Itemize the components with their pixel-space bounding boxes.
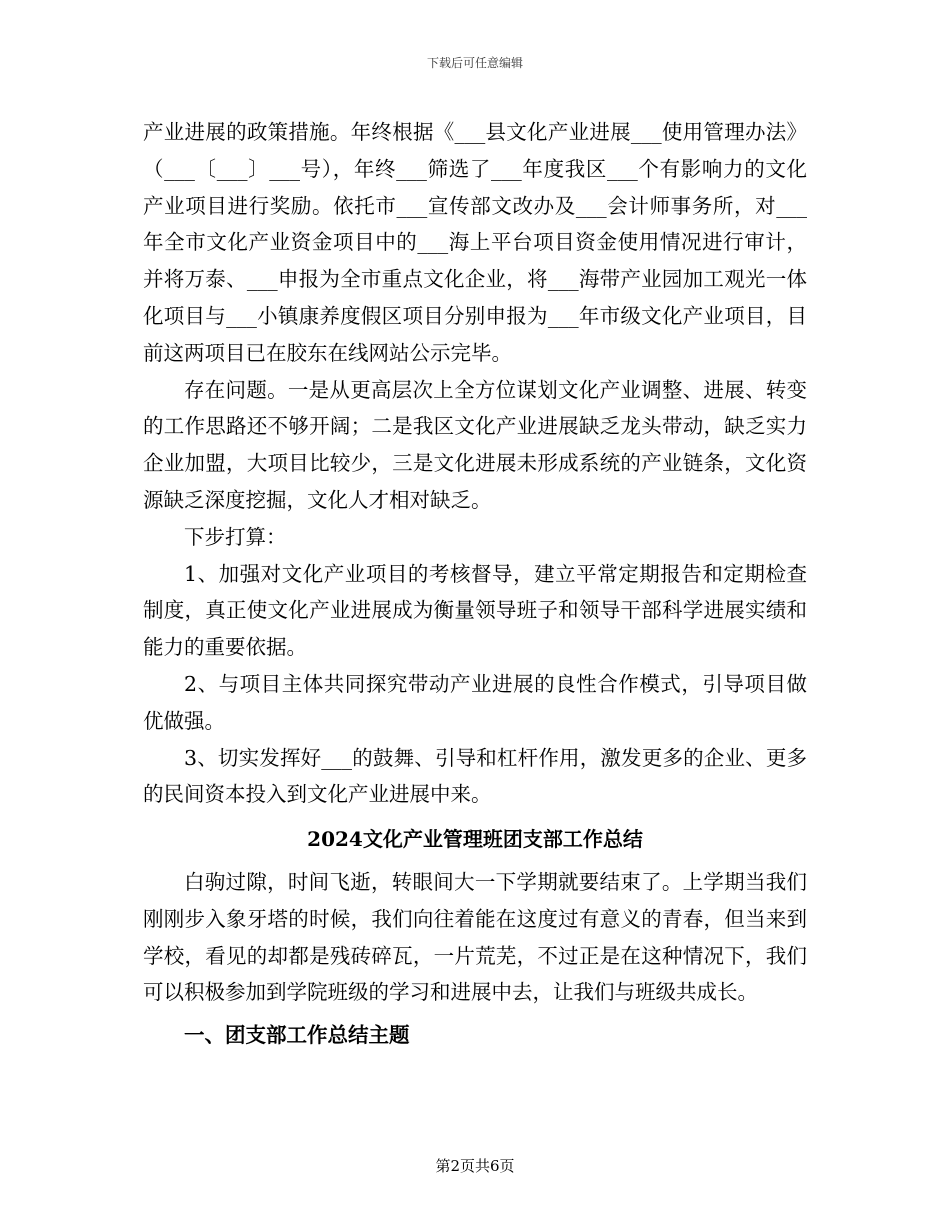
list-item-1: 1、加强对文化产业项目的考核督导，建立平常定期报告和定期检查制度，真正使文化产业进展成为衡量领导班子和领导干部科学进展实绩和能力的重要依据。 xyxy=(143,561,807,660)
section-title: 2024文化产业管理班团支部工作总结 xyxy=(307,827,643,852)
list-item-2: 2、与项目主体共同探究带动产业进展的良性合作模式，引导项目做优做强。 xyxy=(143,671,807,733)
paragraph-problems: 存在问题。一是从更高层次上全方位谋划文化产业调整、进展、转变的工作思路还不够开阔；二是我区文化产业进展缺乏龙头带动，缺乏实力企业加盟，大项目比较少，三是文化进展未形成系统的产业链条，文化资源缺乏深度挖掘，文化人才相对缺乏。 xyxy=(143,377,807,512)
section-heading: 一、团支部工作总结主题 xyxy=(184,1023,410,1048)
page-header: 下载后可任意编辑 xyxy=(426,56,523,70)
document-body xyxy=(143,114,807,1054)
paragraph-continuation: 产业进展的政策措施。年终根据《___县文化产业进展___使用管理办法》（___〔___〕___号），年终___筛选了___年度我区___个有影响力的文化产业项目进行奖励。依托市___宣传部文改办及___会计师事务所，对___年全市文化产业资金项目中的___海上平台项目资金使用情况进行审计，并将万泰、___申报为全市重点文化企业，将___海带产业园加工观光一体化项目与___小镇康养度假区项目分别申报为___年市级文化产业项目，目前这两项目已在胶东在线网站公示完毕。 xyxy=(143,120,807,365)
paragraph-intro: 白驹过隙，时间飞逝，转眼间大一下学期就要结束了。上学期当我们刚刚步入象牙塔的时候，我们向往着能在这度过有意义的青春，但当来到学校，看见的却都是残砖碎瓦，一片荒芜，不过正是在这种情况下，我们可以积极参加到学院班级的学习和进展中去，让我们与班级共成长。 xyxy=(143,869,807,1005)
paragraph-next-steps-label: 下步打算： xyxy=(184,524,287,549)
page-number: 第2页共6页 xyxy=(435,1157,515,1175)
list-item-3: 3、切实发挥好___的鼓舞、引导和杠杆作用，激发更多的企业、更多的民间资本投入到文化产业进展中来。 xyxy=(143,745,807,807)
